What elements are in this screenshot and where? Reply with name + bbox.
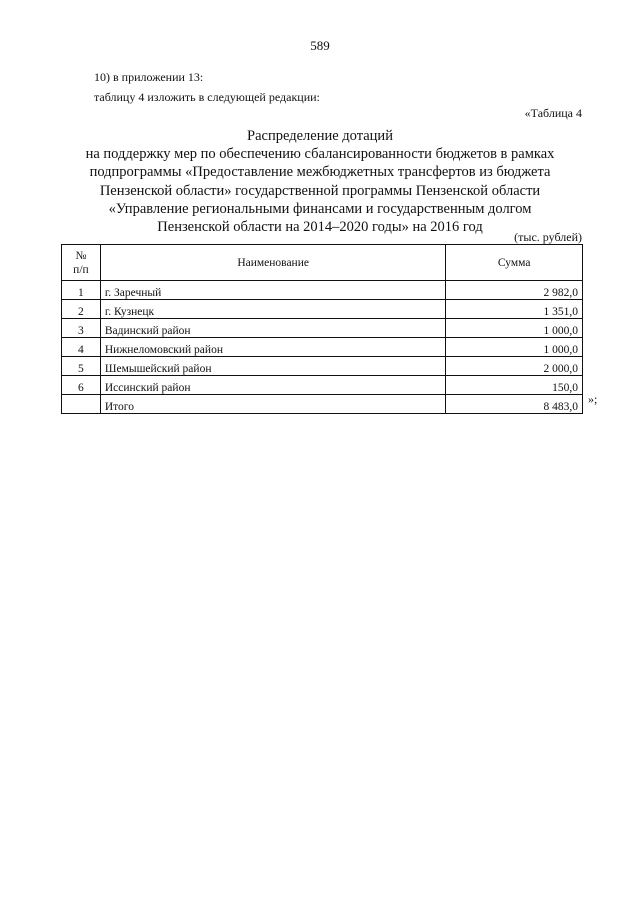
row-name: г. Заречный xyxy=(100,281,446,300)
header-number xyxy=(62,245,101,281)
title-line: Пензенской области» государственной программы Пензенской области xyxy=(99,182,541,199)
row-name: Вадинский район xyxy=(100,319,446,338)
table-caption: «Таблица 4 xyxy=(524,106,582,120)
units-label: (тыс. рублей) xyxy=(514,230,582,244)
total-label: Итого xyxy=(100,395,446,414)
row-number: 4 xyxy=(62,338,101,357)
table-row xyxy=(62,300,583,319)
header-number-symbol: № xyxy=(75,249,87,262)
amendment-instruction: таблицу 4 изложить в следующей редакции: xyxy=(94,90,320,104)
page-number: 589 xyxy=(310,38,330,53)
total-sum: 8 483,0 xyxy=(446,395,583,414)
row-number: 2 xyxy=(62,300,101,319)
distribution-table xyxy=(61,244,583,414)
document-title xyxy=(0,127,640,236)
closing-quote-mark: »; xyxy=(588,392,598,406)
total-number xyxy=(62,395,101,414)
row-sum: 1 351,0 xyxy=(446,300,583,319)
row-name: Иссинский район xyxy=(100,376,446,395)
row-sum: 1 000,0 xyxy=(446,319,583,338)
header-number-abbr: п/п xyxy=(73,263,89,276)
table-row xyxy=(62,357,583,376)
table-row xyxy=(62,338,583,357)
table-header-row xyxy=(62,245,583,281)
table-row xyxy=(62,281,583,300)
row-sum: 2 982,0 xyxy=(446,281,583,300)
title-line: Распределение дотаций xyxy=(247,128,393,144)
row-number: 3 xyxy=(62,319,101,338)
row-name: г. Кузнецк xyxy=(100,300,446,319)
row-number: 6 xyxy=(62,376,101,395)
row-name: Шемышейский район xyxy=(100,357,446,376)
row-number: 1 xyxy=(62,281,101,300)
row-sum: 150,0 xyxy=(446,376,583,395)
title-line: Пензенской области на 2014–2020 годы» на 2016 год xyxy=(157,219,483,236)
amendment-item: 10) в приложении 13: xyxy=(94,70,204,84)
header-name: Наименование xyxy=(100,245,446,281)
title-line: на поддержку мер по обеспечению сбалансированности бюджетов в рамках xyxy=(85,146,555,163)
table-row xyxy=(62,319,583,338)
row-sum: 1 000,0 xyxy=(446,338,583,357)
table-total-row xyxy=(62,395,583,414)
header-sum: Сумма xyxy=(446,245,583,281)
table-row xyxy=(62,376,583,395)
row-sum: 2 000,0 xyxy=(446,357,583,376)
title-line: подпрограммы «Предоставление межбюджетных трансфертов из бюджета xyxy=(89,164,551,181)
row-name: Нижнеломовский район xyxy=(100,338,446,357)
row-number: 5 xyxy=(62,357,101,376)
title-line: «Управление региональными финансами и государственным долгом xyxy=(108,200,532,217)
